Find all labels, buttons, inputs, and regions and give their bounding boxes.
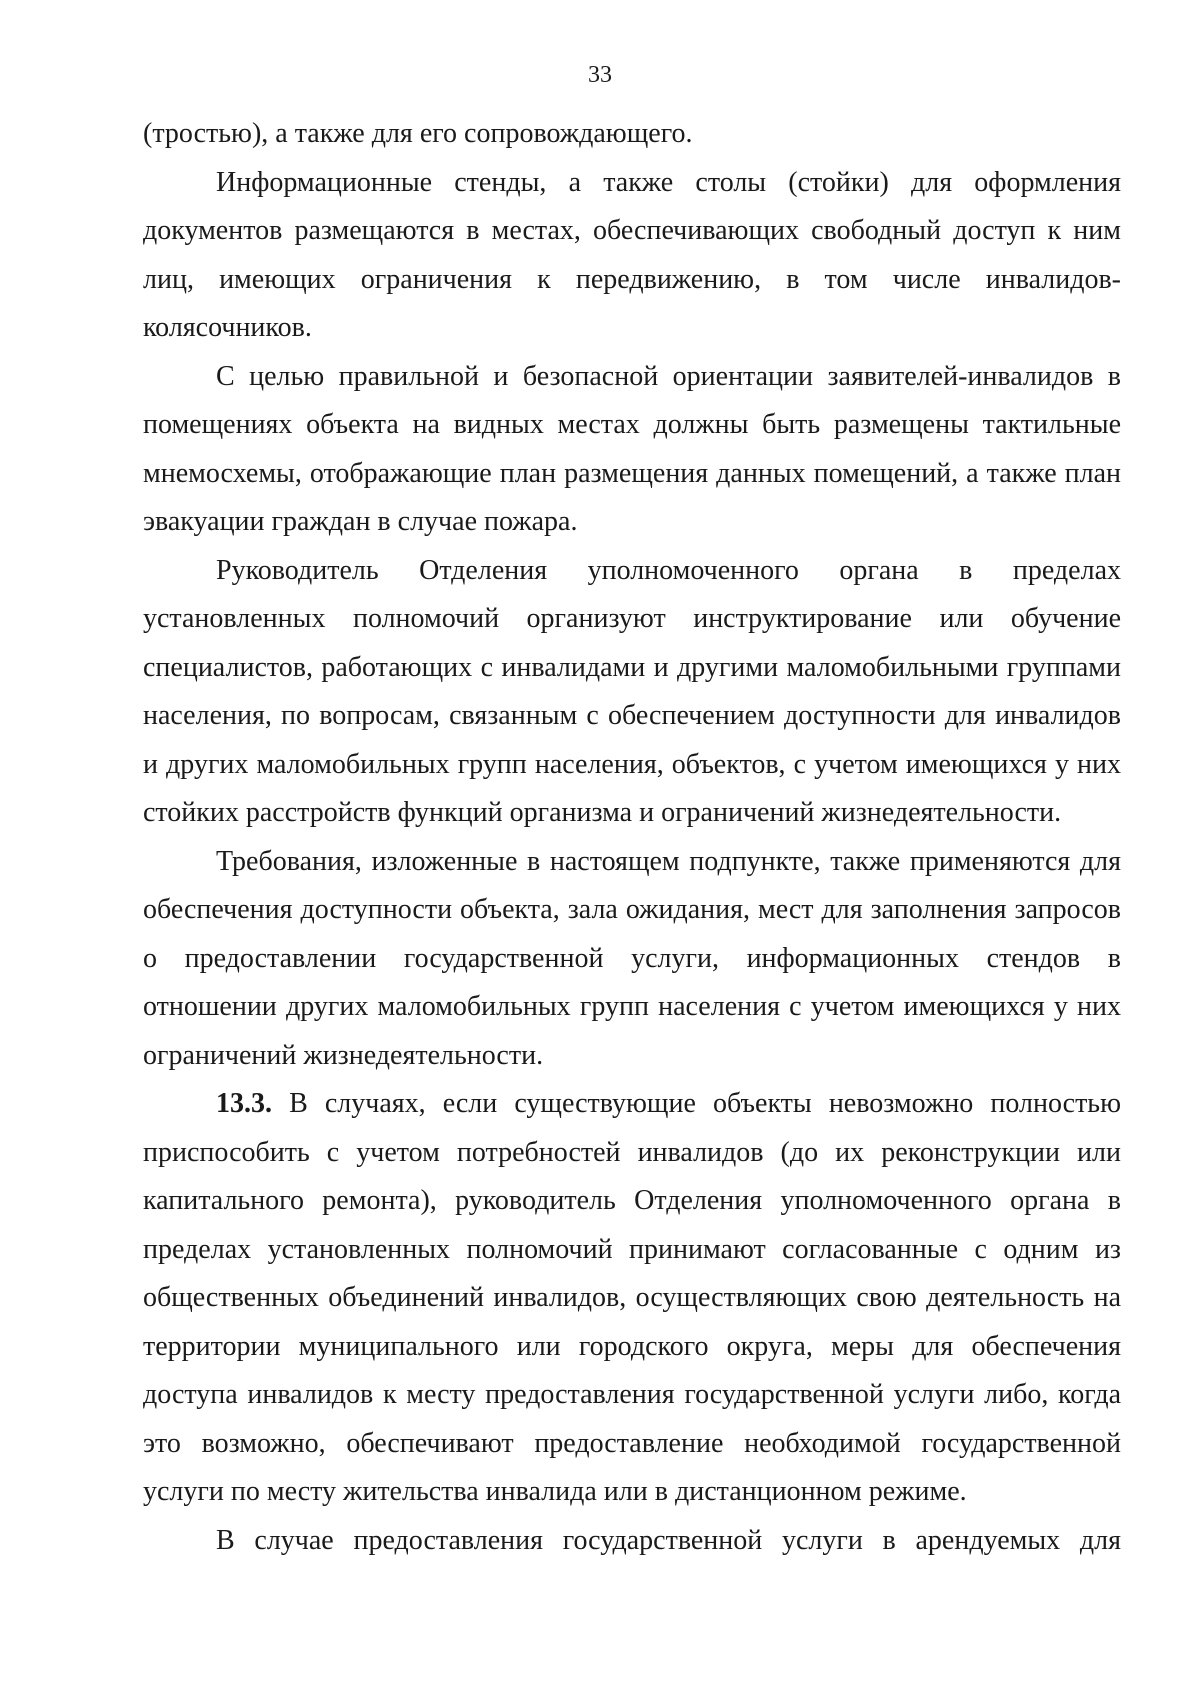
page-number: 33 [588, 62, 612, 88]
paragraph-requirements: Требования, изложенные в настоящем подпункте, также применяются для обеспечения доступности объекта, зала ожидания, мест для заполнения запросов о предоставлении государственной услуги, информационных стендов в отношении других маломобильных групп населения с учетом имеющихся у них ограничений жизнедеятельности. [143, 845, 1121, 1071]
paragraph-continuation: (тростью), а также для его сопровождающего. [143, 118, 693, 149]
section-13-3-text: В случаях, если существующие объекты невозможно полностью приспособить с учетом потребностей инвалидов (до их реконструкции или капитального ремонта), руководитель Отделения уполномоченного органа в пределах установленных полномочий принимают согласованные с одним из общественных объединений инвалидов, осуществляющих свою деятельность на территории муниципального или городского округа, меры для обеспечения доступа инвалидов к месту предоставления государственной услуги либо, когда это возможно, обеспечивают предоставление необходимой государственной услуги по месту жительства инвалида или в дистанционном режиме. [143, 1088, 1121, 1507]
paragraph-info-stands: Информационные стенды, а также столы (стойки) для оформления документов размещаются в местах, обеспечивающих свободный доступ к ним лиц, имеющих ограничения к передвижению, в том числе инвалидов-колясочников. [143, 166, 1121, 343]
paragraph-tactile-schemes: С целью правильной и безопасной ориентации заявителей-инвалидов в помещениях объекта на видных местах должны быть размещены тактильные мнемосхемы, отображающие план размещения данных помещений, а также план эвакуации граждан в случае пожара. [143, 360, 1121, 537]
section-number: 13.3. [216, 1088, 272, 1119]
paragraph-section-13-3 [143, 1080, 1121, 1517]
paragraph-rented-premises: В случае предоставления государственной услуги в арендуемых для [216, 1524, 1121, 1556]
document-body [143, 110, 1121, 1565]
paragraph-staff-training: Руководитель Отделения уполномоченного органа в пределах установленных полномочий организуют инструктирование или обучение специалистов, работающих с инвалидами и другими маломобильными группами населения, по вопросам, связанным с обеспечением доступности для инвалидов и других маломобильных групп населения, объектов, с учетом имеющихся у них стойких расстройств функций организма и ограничений жизнедеятельности. [143, 554, 1121, 828]
